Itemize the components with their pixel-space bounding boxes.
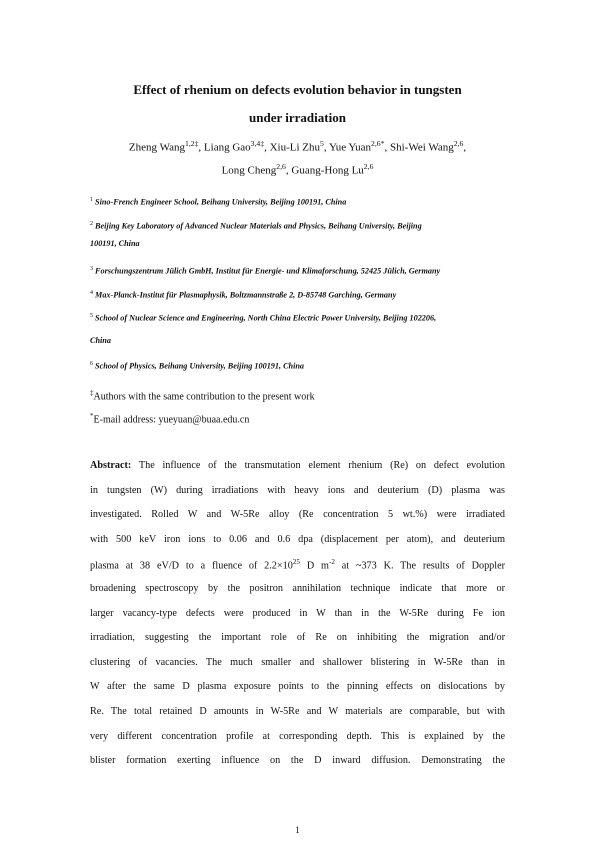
abstract-line: blister formation exerting influence on the D inward diffusion. Demonstrating the xyxy=(90,755,505,767)
affiliation-text: School of Nuclear Science and Engineering, North China Electric Power University, Beijing 102206, xyxy=(95,313,437,323)
abstract-line: larger vacancy-type defects were produced in W than in the W-5Re during Fe ion xyxy=(90,607,505,619)
page-number: 1 xyxy=(295,825,300,835)
exponent: -2 xyxy=(328,558,335,567)
abstract-line: Abstract: The influence of the transmutation element rhenium (Re) on defect evolution xyxy=(90,460,505,471)
abstract-line: W after the same D plasma exposure points to the pinning effects on dislocations by xyxy=(90,681,505,693)
abstract-line: very different concentration profile at corresponding depth. This is explained by the xyxy=(90,730,505,742)
affiliation-line xyxy=(90,266,510,276)
abstract-line: Re. The total retained D amounts in W-5Re and W materials are comparable, but with xyxy=(90,706,505,717)
author-affiliation-marker: 1,2‡ xyxy=(184,139,199,148)
author-name: , Shi-Wei Wang xyxy=(384,141,454,154)
affiliation-line xyxy=(90,240,510,248)
author-affiliation-marker: 2,6 xyxy=(276,162,286,171)
contribution-note xyxy=(90,389,315,402)
affiliation-number: 5 xyxy=(90,313,93,319)
affiliation-text: Sino-French Engineer School, Beihang University, Beijing 100191, China xyxy=(95,197,347,207)
paper-title-line-2: under irradiation xyxy=(249,110,346,125)
author-name: , Xiu-Li Zhu xyxy=(264,141,321,154)
author-affiliation-marker: 2,6 xyxy=(453,139,464,148)
affiliation-text: Forschungszentrum Jülich GmbH, Institut für Energie- und Klimaforschung, 52425 Jülich, Germany xyxy=(95,266,441,276)
author-name: , xyxy=(463,141,467,154)
affiliation-line xyxy=(90,313,510,323)
abstract-label: Abstract: xyxy=(90,460,132,471)
author-name: , Guang-Hong Lu xyxy=(285,164,364,177)
affiliation-text: Beijing Key Laboratory of Advanced Nuclear Materials and Physics, Beihang University, Beijing xyxy=(95,221,422,231)
affiliation-number: 1 xyxy=(90,197,93,203)
affiliation-line xyxy=(90,197,510,207)
author-list-line-2 xyxy=(60,162,535,177)
exponent: 25 xyxy=(292,558,300,567)
email-note xyxy=(90,412,249,425)
author-affiliation-marker: 2,6* xyxy=(371,139,385,148)
affiliation-number: 2 xyxy=(90,221,93,227)
author-affiliation-marker: 2,6 xyxy=(363,162,374,171)
abstract-line: in tungsten (W) during irradiations with heavy ions and deuterium (D) plasma was xyxy=(90,484,505,496)
paper-title-line-1: Effect of rhenium on defects evolution behavior in tungsten xyxy=(133,82,462,97)
author-affiliation-marker: 5 xyxy=(320,139,324,148)
affiliation-number: 3 xyxy=(90,266,93,272)
affiliation-line xyxy=(90,337,510,345)
abstract-line: investigated. Rolled W and W-5Re alloy (Re concentration 5 wt.%) were irradiated xyxy=(90,509,505,521)
author-name: , Liang Gao xyxy=(198,141,251,154)
affiliation-line xyxy=(90,221,510,231)
abstract-line: irradiation, suggesting the important role of Re on inhibiting the migration and/or xyxy=(90,632,505,644)
contribution-text: Authors with the same contribution to the present work xyxy=(93,391,315,403)
author-name: Zheng Wang xyxy=(128,141,185,154)
affiliation-line xyxy=(90,361,510,371)
affiliation-text: Max-Planck-Institut für Plasmaphysik, Boltzmannstraße 2, D-85748 Garching, Germany xyxy=(95,290,397,300)
email-mark: * xyxy=(90,412,94,420)
author-name: Long Cheng xyxy=(221,164,277,177)
affiliation-text: School of Physics, Beihang University, Beijing 100191, China xyxy=(95,361,304,371)
author-list-line-1 xyxy=(60,139,535,154)
abstract-line: with 500 keV iron ions to 0.06 and 0.6 dpa (displacement per atom), and deuterium xyxy=(90,533,505,545)
affiliation-number: 6 xyxy=(90,361,93,367)
author-name: , Yue Yuan xyxy=(323,141,372,154)
affiliation-text: 100191, China xyxy=(90,239,140,248)
abstract-line: broadening spectroscopy by the positron annihilation technique indicate that more or xyxy=(90,583,505,594)
abstract-line: plasma at 38 eV/D to a fluence of $2.2\times 10^{25}$ D $m^{-2}$ at ~373 K. The results of Doppler xyxy=(90,558,506,572)
affiliation-line xyxy=(90,290,510,300)
contribution-mark: ‡ xyxy=(90,389,94,397)
email-text: E-mail address: yueyuan@buaa.edu.cn xyxy=(93,414,250,426)
author-affiliation-marker: 3,4‡ xyxy=(250,139,265,148)
affiliation-text: China xyxy=(90,336,111,345)
affiliation-number: 4 xyxy=(90,290,93,296)
abstract-line: clustering of vacancies. The much smaller and shallower blistering in W-5Re than in xyxy=(90,656,505,668)
